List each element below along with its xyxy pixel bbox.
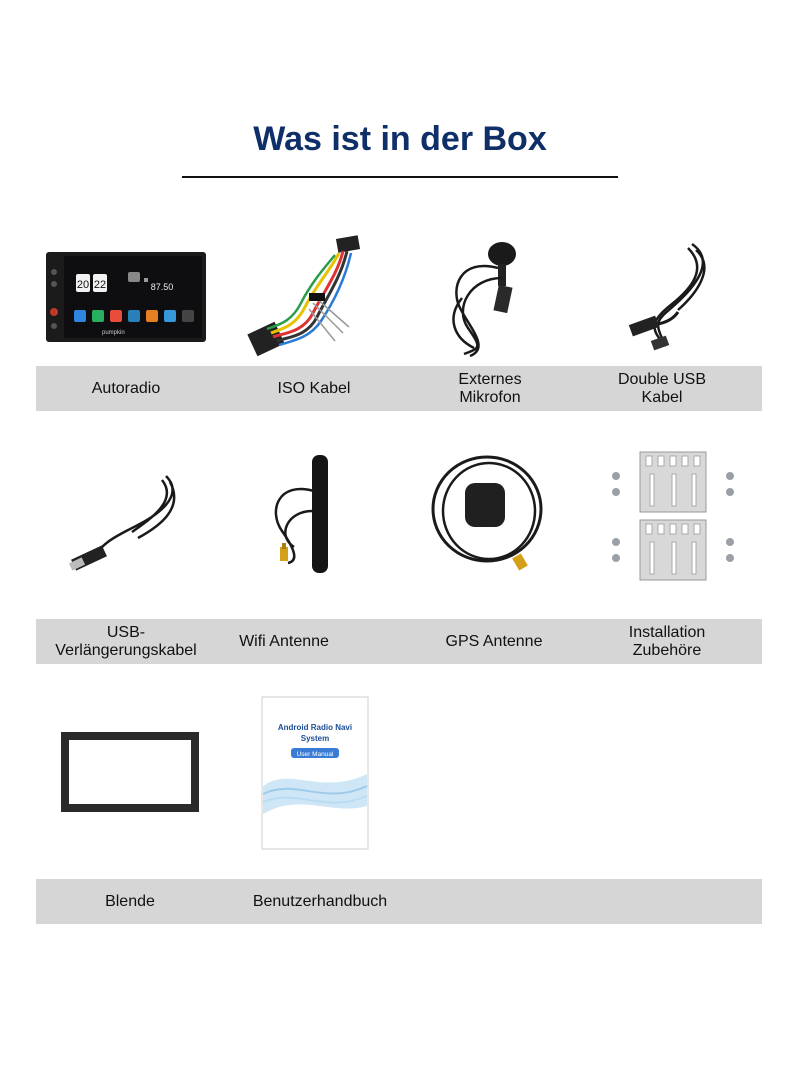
product-row-1 — [36, 228, 762, 406]
manual-badge: User Manual — [296, 751, 334, 758]
radio-frequency: 87.50 — [150, 282, 174, 292]
radio-clock-minutes: 22 — [93, 279, 107, 291]
item-label-installation-zubehoere: Installation Zubehöre — [628, 623, 706, 659]
radio-clock-hours: 20 — [76, 279, 90, 291]
item-label-double-usb-kabel: Double USB Kabel — [617, 370, 707, 406]
radio-brand: pumpkin — [102, 330, 125, 336]
item-label-externes-mikrofon: Externes Mikrofon — [458, 370, 522, 406]
manual-title-line2: System — [300, 734, 330, 743]
microphone-icon — [440, 238, 540, 358]
item-label-gps-antenne: GPS Antenne — [445, 632, 543, 650]
label-bar-3 — [36, 879, 762, 924]
item-label-wifi-antenne: Wifi Antenne — [239, 632, 329, 650]
label-bar-2 — [36, 619, 762, 664]
microphone-image — [400, 228, 580, 368]
item-label-iso-kabel: ISO Kabel — [277, 379, 351, 397]
manual-title-line1: Android Radio Navi — [277, 723, 353, 732]
car-radio-icon — [44, 250, 208, 346]
gps-antenna-icon — [425, 451, 555, 581]
car-radio-image — [36, 228, 216, 368]
wifi-antenna-icon — [258, 451, 358, 581]
page-title: Was ist in der Box — [253, 120, 547, 158]
item-label-blende: Blende — [105, 892, 155, 910]
title-underline — [182, 176, 618, 178]
item-label-autoradio: Autoradio — [91, 379, 161, 397]
mounting-brackets-icon — [602, 446, 742, 586]
item-label-usb-verlaengerungskabel: USB- Verlängerungskabel — [55, 623, 197, 659]
product-row-2 — [36, 446, 762, 659]
usb-extension-cable-image — [36, 446, 216, 586]
double-usb-cable-image — [582, 228, 762, 368]
frame-bezel-icon — [55, 726, 205, 826]
user-manual-icon — [261, 696, 371, 852]
mounting-brackets-image — [582, 446, 762, 586]
label-bar-1 — [36, 366, 762, 411]
double-usb-cable-icon — [622, 238, 722, 358]
wifi-antenna-image — [218, 446, 398, 586]
item-label-benutzerhandbuch: Benutzerhandbuch — [252, 892, 388, 910]
usb-extension-cable-icon — [66, 456, 186, 576]
iso-cable-icon — [243, 233, 373, 363]
frame-bezel-image — [40, 706, 220, 846]
iso-cable-image — [218, 228, 398, 368]
user-manual-image — [226, 704, 406, 844]
product-row-3 — [36, 696, 762, 910]
gps-antenna-image — [400, 446, 580, 586]
